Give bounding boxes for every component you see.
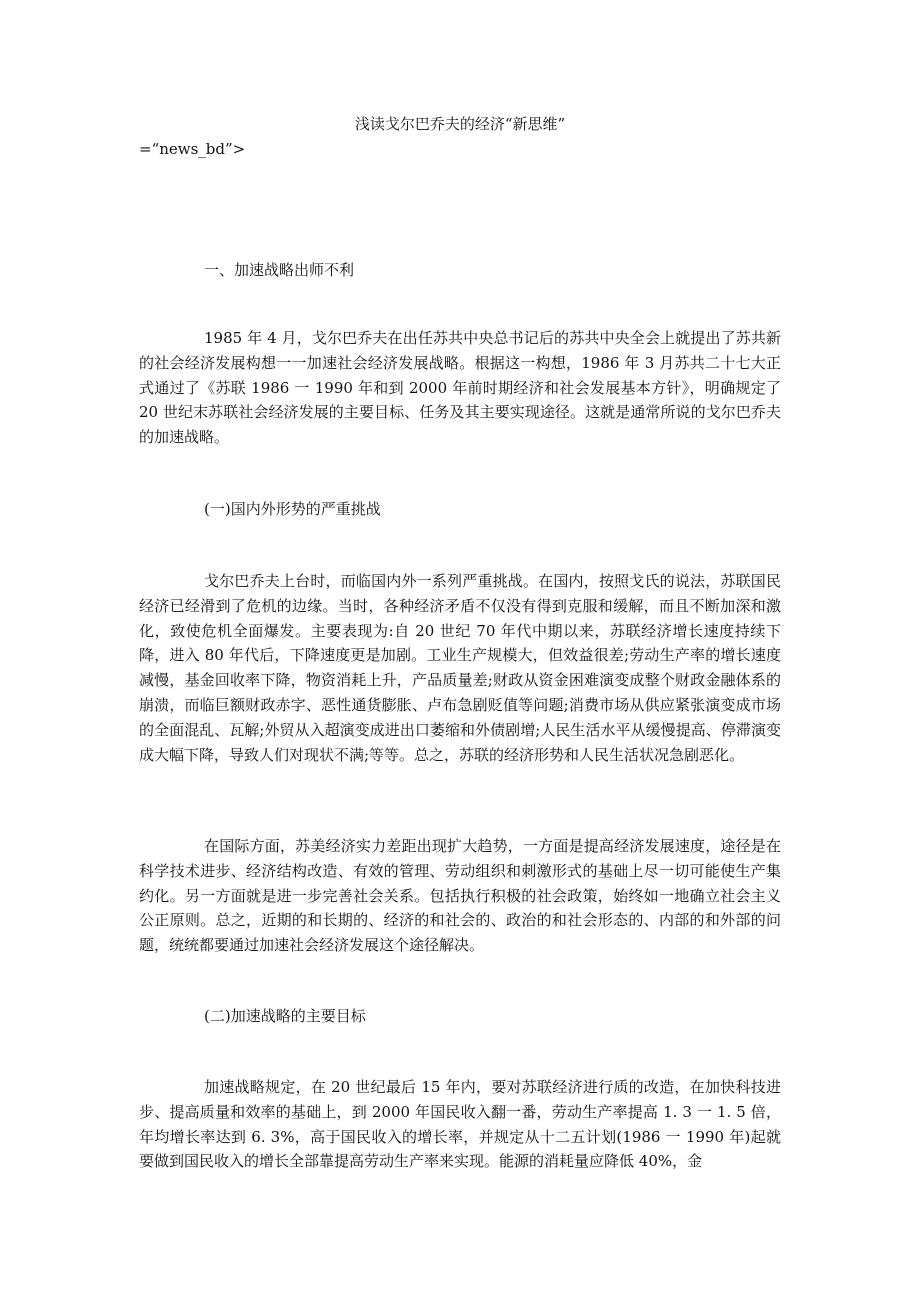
paragraph-3: 在国际方面，苏美经济实力差距出现扩大趋势，一方面是提高经济发展速度，途径是在科学技术进步、经济结构改造、有效的管理、劳动组织和刺激形式的基础上尽一切可能使生产集约化。另一方面就是进一步完善社会关系。包括执行积极的社会政策，始终如一地确立社会主义公正原则。总之，近期的和长期的、经济的和社会的、政治的和社会形态的、内部的和外部的问题，统统都要通过加速社会经济发展这个途径解决。 (139, 837, 781, 955)
section-heading-2: (一)国内外形势的严重挑战 (204, 500, 381, 518)
paragraph-1: 1985 年 4 月，戈尔巴乔夫在出任苏共中央总书记后的苏共中央全会上就提出了苏共新的社会经济发展构想一一加速社会经济发展战略。根据这一构想，1986 年 3 月苏共二十七大正式通过了《苏联 1986 一 1990 年和到 2000 年前时期经济和社会发展基本方针》，明确规定了 20 世纪末苏联社会经济发展的主要目标、任务及其主要实现途径。这就是通常所说的戈尔巴乔夫的加速战略。 (139, 329, 781, 447)
document-title: 浅读戈尔巴乔夫的经济“新思维” (354, 115, 566, 133)
paragraph-2: 戈尔巴乔夫上台时，而临国内外一系列严重挑战。在国内，按照戈氏的说法，苏联国民经济已经滑到了危机的边缘。当时，各种经济矛盾不仅没有得到克服和缓解，而且不断加深和激化，致使危机全面爆发。主要表现为:自 20 世纪 70 年代中期以来，苏联经济增长速度持续下降，进入 80 年代后，下降速度更是加剧。工业生产规模大，但效益很差;劳动生产率的增长速度减慢，基金回收率下降，物资消耗上升，产品质量差;财政从资金困难演变成整个财政金融体系的崩溃，而临巨额财政赤字、恶性通货膨胀、卢布急剧贬值等问题;消费市场从供应紧张演变成市场的全面混乱、瓦解;外贸从入超演变成进出口萎缩和外债剧增;人民生活水平从缓慢提高、停滞演变成大幅下降，导致人们对现状不满;等等。总之，苏联的经济形势和人民生活状况急剧恶化。 (139, 572, 781, 764)
section-heading-3: (二)加速战略的主要目标 (204, 1007, 366, 1025)
section-heading-1: 一、加速战略出师不利 (204, 261, 355, 279)
paragraph-4: 加速战略规定，在 20 世纪最后 15 年内，要对苏联经济进行质的改造，在加快科技进步、提高质量和效率的基础上，到 2000 年国民收入翻一番，劳动生产率提高 1. 3 一 1. 5 倍，年均增长率达到 6. 3%，高于国民收入的增长率，并规定从十二五计划(1986 一 1990 年)起就要做到国民收入的增长全部靠提高劳动生产率来实现。能源的消耗量应降低 40%，金 (139, 1078, 781, 1171)
stray-markup-text: =“news_bd”> (139, 140, 246, 158)
